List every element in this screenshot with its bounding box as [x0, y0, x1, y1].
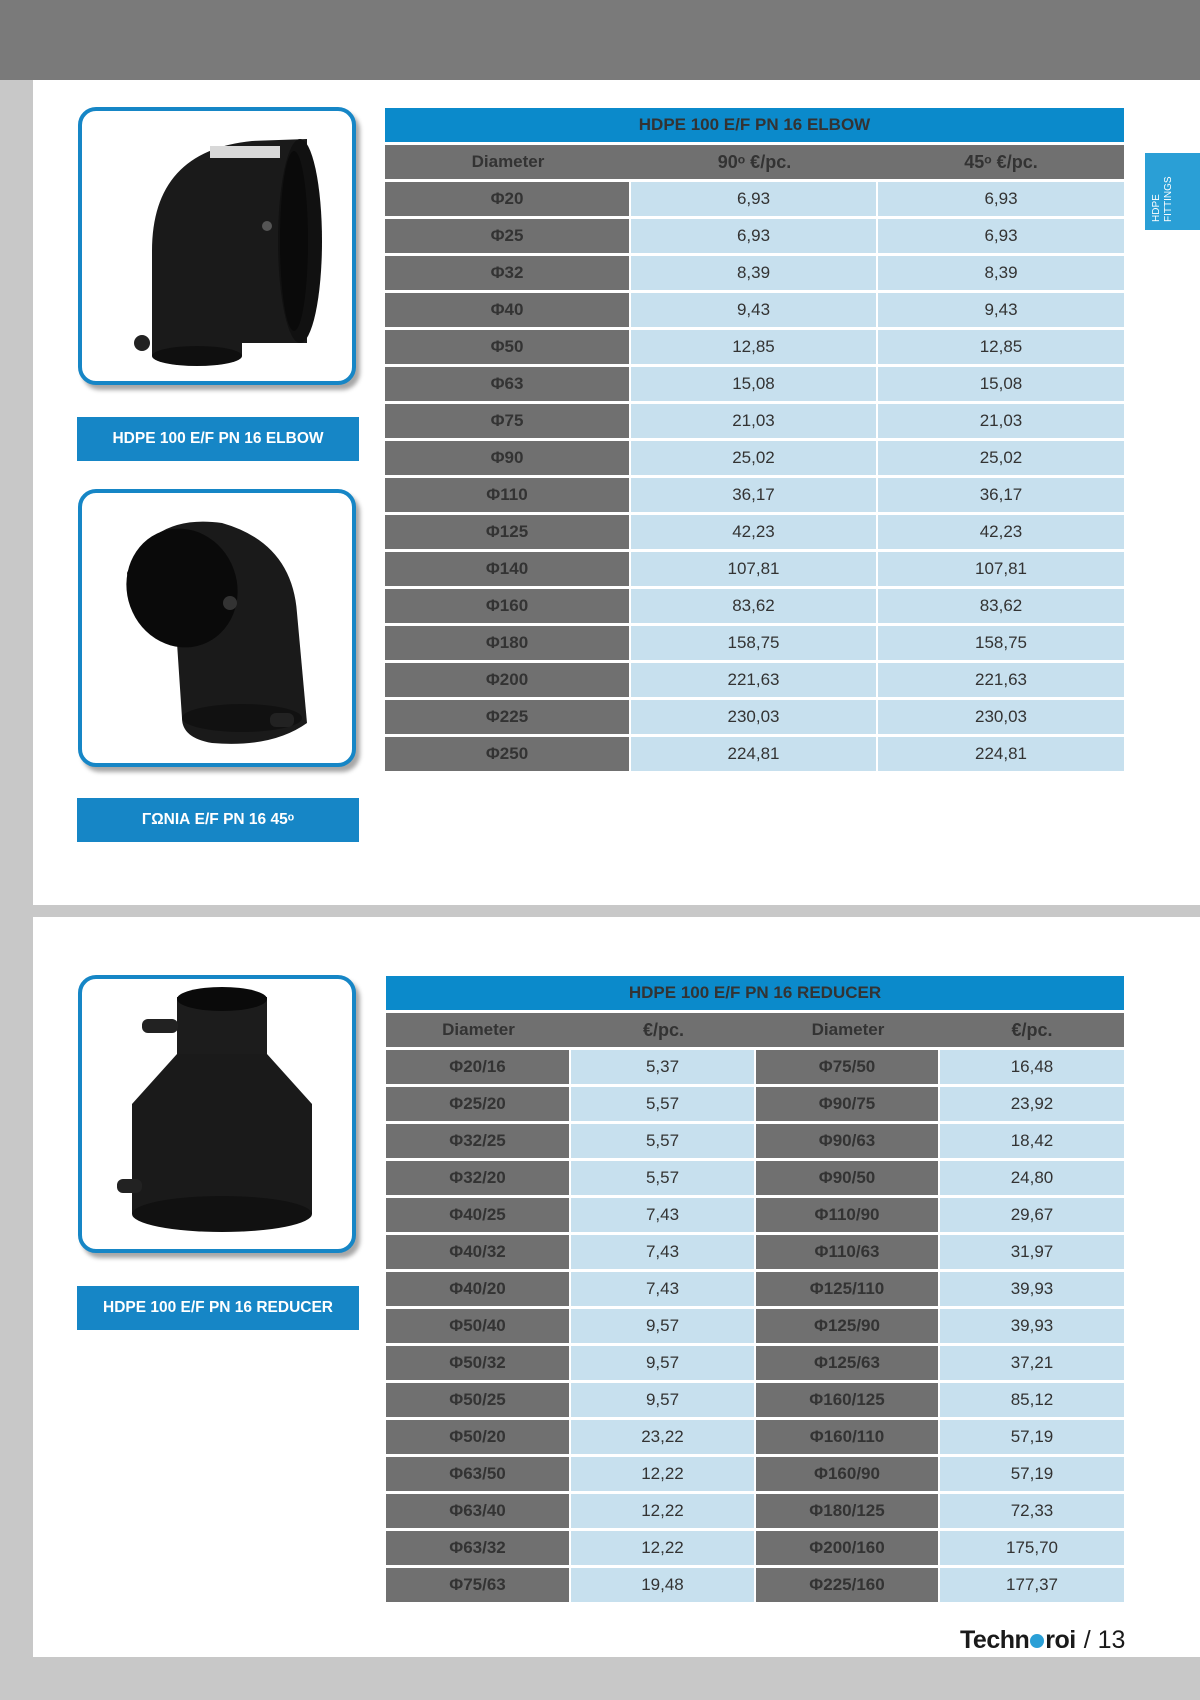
elbow-90-caption: HDPE 100 E/F PN 16 ELBOW [77, 417, 359, 461]
reducer-header-diameter-2: Diameter [756, 1013, 940, 1047]
diameter-cell: Φ40 [385, 293, 631, 327]
price-cell: 221,63 [878, 663, 1124, 697]
table-row [385, 182, 1124, 216]
top-bar [0, 0, 1200, 80]
diameter-cell: Φ20 [385, 182, 631, 216]
diameter-cell: Φ50 [385, 330, 631, 364]
diameter-cell: Φ20/16 [386, 1050, 571, 1084]
price-cell: 175,70 [940, 1531, 1124, 1565]
diameter-cell: Φ125/63 [756, 1346, 940, 1380]
diameter-cell: Φ75/50 [756, 1050, 940, 1084]
price-cell: 9,57 [571, 1383, 756, 1417]
elbow-table-title: HDPE 100 E/F PN 16 ELBOW [385, 108, 1124, 142]
price-cell: 83,62 [878, 589, 1124, 623]
diameter-cell: Φ160/90 [756, 1457, 940, 1491]
price-cell: 9,57 [571, 1346, 756, 1380]
price-cell: 12,22 [571, 1457, 756, 1491]
table-row [386, 1087, 1124, 1121]
diameter-cell: Φ140 [385, 552, 631, 586]
price-cell: 7,43 [571, 1235, 756, 1269]
diameter-cell: Φ32 [385, 256, 631, 290]
price-cell: 6,93 [878, 182, 1124, 216]
price-cell: 6,93 [631, 219, 878, 253]
price-cell: 37,21 [940, 1346, 1124, 1380]
reducer-image [82, 979, 352, 1249]
price-cell: 25,02 [878, 441, 1124, 475]
price-cell: 31,97 [940, 1235, 1124, 1269]
table-row [386, 1346, 1124, 1380]
price-cell: 158,75 [878, 626, 1124, 660]
diameter-cell: Φ75/63 [386, 1568, 571, 1602]
price-cell: 221,63 [631, 663, 878, 697]
price-cell: 6,93 [631, 182, 878, 216]
section-side-tab[interactable] [1145, 153, 1200, 230]
price-cell: 39,93 [940, 1272, 1124, 1306]
side-tab-line-2: FITTINGS [1163, 176, 1174, 222]
price-cell: 83,62 [631, 589, 878, 623]
diameter-cell: Φ200 [385, 663, 631, 697]
brand-text-start: Techn [960, 1625, 1030, 1654]
reducer-table-body [386, 1050, 1124, 1602]
elbow-header-diameter: Diameter [385, 145, 631, 179]
diameter-cell: Φ63 [385, 367, 631, 401]
diameter-cell: Φ180 [385, 626, 631, 660]
diameter-cell: Φ180/125 [756, 1494, 940, 1528]
elbow-45-photo [78, 489, 356, 767]
table-row [386, 1161, 1124, 1195]
price-cell: 15,08 [631, 367, 878, 401]
diameter-cell: Φ75 [385, 404, 631, 438]
table-row [385, 515, 1124, 549]
elbow-header-45: 45ᵒ €/pc. [878, 145, 1124, 179]
price-cell: 24,80 [940, 1161, 1124, 1195]
price-cell: 5,57 [571, 1124, 756, 1158]
price-cell: 12,22 [571, 1494, 756, 1528]
table-row [385, 441, 1124, 475]
price-cell: 85,12 [940, 1383, 1124, 1417]
table-row [385, 330, 1124, 364]
diameter-cell: Φ160/125 [756, 1383, 940, 1417]
price-cell: 8,39 [631, 256, 878, 290]
price-cell: 9,43 [878, 293, 1124, 327]
page-number [1084, 1626, 1126, 1655]
price-cell: 21,03 [631, 404, 878, 438]
table-row [386, 1420, 1124, 1454]
price-cell: 224,81 [631, 737, 878, 771]
diameter-cell: Φ125 [385, 515, 631, 549]
reducer-price-table [386, 973, 1124, 1605]
price-cell: 36,17 [631, 478, 878, 512]
table-row [386, 1235, 1124, 1269]
table-row [385, 700, 1124, 734]
diameter-cell: Φ90/50 [756, 1161, 940, 1195]
diameter-cell: Φ125/110 [756, 1272, 940, 1306]
price-cell: 36,17 [878, 478, 1124, 512]
table-row [385, 626, 1124, 660]
table-row [386, 1124, 1124, 1158]
table-row [386, 1457, 1124, 1491]
reducer-header-price-1: €/pc. [571, 1013, 756, 1047]
price-cell: 158,75 [631, 626, 878, 660]
table-row [385, 219, 1124, 253]
table-row [385, 293, 1124, 327]
diameter-cell: Φ63/40 [386, 1494, 571, 1528]
table-row [386, 1272, 1124, 1306]
reducer-header-diameter-1: Diameter [386, 1013, 571, 1047]
price-cell: 8,39 [878, 256, 1124, 290]
diameter-cell: Φ25/20 [386, 1087, 571, 1121]
diameter-cell: Φ90 [385, 441, 631, 475]
price-cell: 16,48 [940, 1050, 1124, 1084]
diameter-cell: Φ160 [385, 589, 631, 623]
price-cell: 107,81 [631, 552, 878, 586]
price-cell: 23,92 [940, 1087, 1124, 1121]
price-cell: 9,43 [631, 293, 878, 327]
price-cell: 23,22 [571, 1420, 756, 1454]
diameter-cell: Φ63/32 [386, 1531, 571, 1565]
price-cell: 57,19 [940, 1457, 1124, 1491]
price-cell: 29,67 [940, 1198, 1124, 1232]
brand-text-end: roi [1045, 1625, 1076, 1654]
price-cell: 21,03 [878, 404, 1124, 438]
price-cell: 230,03 [878, 700, 1124, 734]
reducer-table-title: HDPE 100 E/F PN 16 REDUCER [386, 976, 1124, 1010]
diameter-cell: Φ110 [385, 478, 631, 512]
table-row [385, 367, 1124, 401]
diameter-cell: Φ40/20 [386, 1272, 571, 1306]
elbow-90-photo [78, 107, 356, 385]
price-cell: 15,08 [878, 367, 1124, 401]
side-tab-line-1: HDPE [1151, 194, 1162, 222]
diameter-cell: Φ225/160 [756, 1568, 940, 1602]
diameter-cell: Φ50/32 [386, 1346, 571, 1380]
elbow-45-caption: ΓΩΝΙΑ E/F PN 16 45ᵒ [77, 798, 359, 842]
price-cell: 107,81 [878, 552, 1124, 586]
price-cell: 42,23 [878, 515, 1124, 549]
diameter-cell: Φ200/160 [756, 1531, 940, 1565]
page-number-value: 13 [1097, 1625, 1126, 1654]
diameter-cell: Φ250 [385, 737, 631, 771]
table-row [385, 589, 1124, 623]
elbow-price-table [385, 105, 1124, 774]
table-row [385, 737, 1124, 771]
diameter-cell: Φ90/75 [756, 1087, 940, 1121]
diameter-cell: Φ32/25 [386, 1124, 571, 1158]
price-cell: 5,57 [571, 1087, 756, 1121]
diameter-cell: Φ110/90 [756, 1198, 940, 1232]
reducer-photo [78, 975, 356, 1253]
diameter-cell: Φ160/110 [756, 1420, 940, 1454]
price-cell: 18,42 [940, 1124, 1124, 1158]
diameter-cell: Φ110/63 [756, 1235, 940, 1269]
price-cell: 19,48 [571, 1568, 756, 1602]
price-cell: 12,22 [571, 1531, 756, 1565]
price-cell: 5,57 [571, 1161, 756, 1195]
diameter-cell: Φ225 [385, 700, 631, 734]
price-cell: 9,57 [571, 1309, 756, 1343]
table-row [386, 1568, 1124, 1602]
diameter-cell: Φ25 [385, 219, 631, 253]
price-cell: 72,33 [940, 1494, 1124, 1528]
footer-brand [960, 1624, 1125, 1656]
diameter-cell: Φ50/20 [386, 1420, 571, 1454]
price-cell: 230,03 [631, 700, 878, 734]
diameter-cell: Φ50/25 [386, 1383, 571, 1417]
diameter-cell: Φ40/32 [386, 1235, 571, 1269]
diameter-cell: Φ63/50 [386, 1457, 571, 1491]
table-row [386, 1309, 1124, 1343]
brand-o-dot-icon [1030, 1634, 1044, 1648]
price-cell: 57,19 [940, 1420, 1124, 1454]
price-cell: 12,85 [631, 330, 878, 364]
page-separator: / [1083, 1625, 1091, 1654]
price-cell: 224,81 [878, 737, 1124, 771]
elbow-90-image [82, 111, 352, 381]
table-row [385, 552, 1124, 586]
price-cell: 6,93 [878, 219, 1124, 253]
table-row [386, 1050, 1124, 1084]
elbow-header-90: 90ᵒ €/pc. [631, 145, 878, 179]
table-row [386, 1494, 1124, 1528]
price-cell: 39,93 [940, 1309, 1124, 1343]
table-row [386, 1198, 1124, 1232]
elbow-table-body [385, 182, 1124, 771]
elbow-45-image [82, 493, 352, 763]
reducer-caption: HDPE 100 E/F PN 16 REDUCER [77, 1286, 359, 1330]
brand-logo [960, 1626, 1076, 1655]
price-cell: 177,37 [940, 1568, 1124, 1602]
table-row [385, 478, 1124, 512]
diameter-cell: Φ125/90 [756, 1309, 940, 1343]
price-cell: 25,02 [631, 441, 878, 475]
price-cell: 7,43 [571, 1198, 756, 1232]
table-row [385, 256, 1124, 290]
price-cell: 5,37 [571, 1050, 756, 1084]
table-row [386, 1531, 1124, 1565]
price-cell: 7,43 [571, 1272, 756, 1306]
table-row [386, 1383, 1124, 1417]
table-row [385, 663, 1124, 697]
diameter-cell: Φ32/20 [386, 1161, 571, 1195]
price-cell: 42,23 [631, 515, 878, 549]
reducer-header-price-2: €/pc. [940, 1013, 1124, 1047]
diameter-cell: Φ90/63 [756, 1124, 940, 1158]
diameter-cell: Φ40/25 [386, 1198, 571, 1232]
price-cell: 12,85 [878, 330, 1124, 364]
diameter-cell: Φ50/40 [386, 1309, 571, 1343]
table-row [385, 404, 1124, 438]
